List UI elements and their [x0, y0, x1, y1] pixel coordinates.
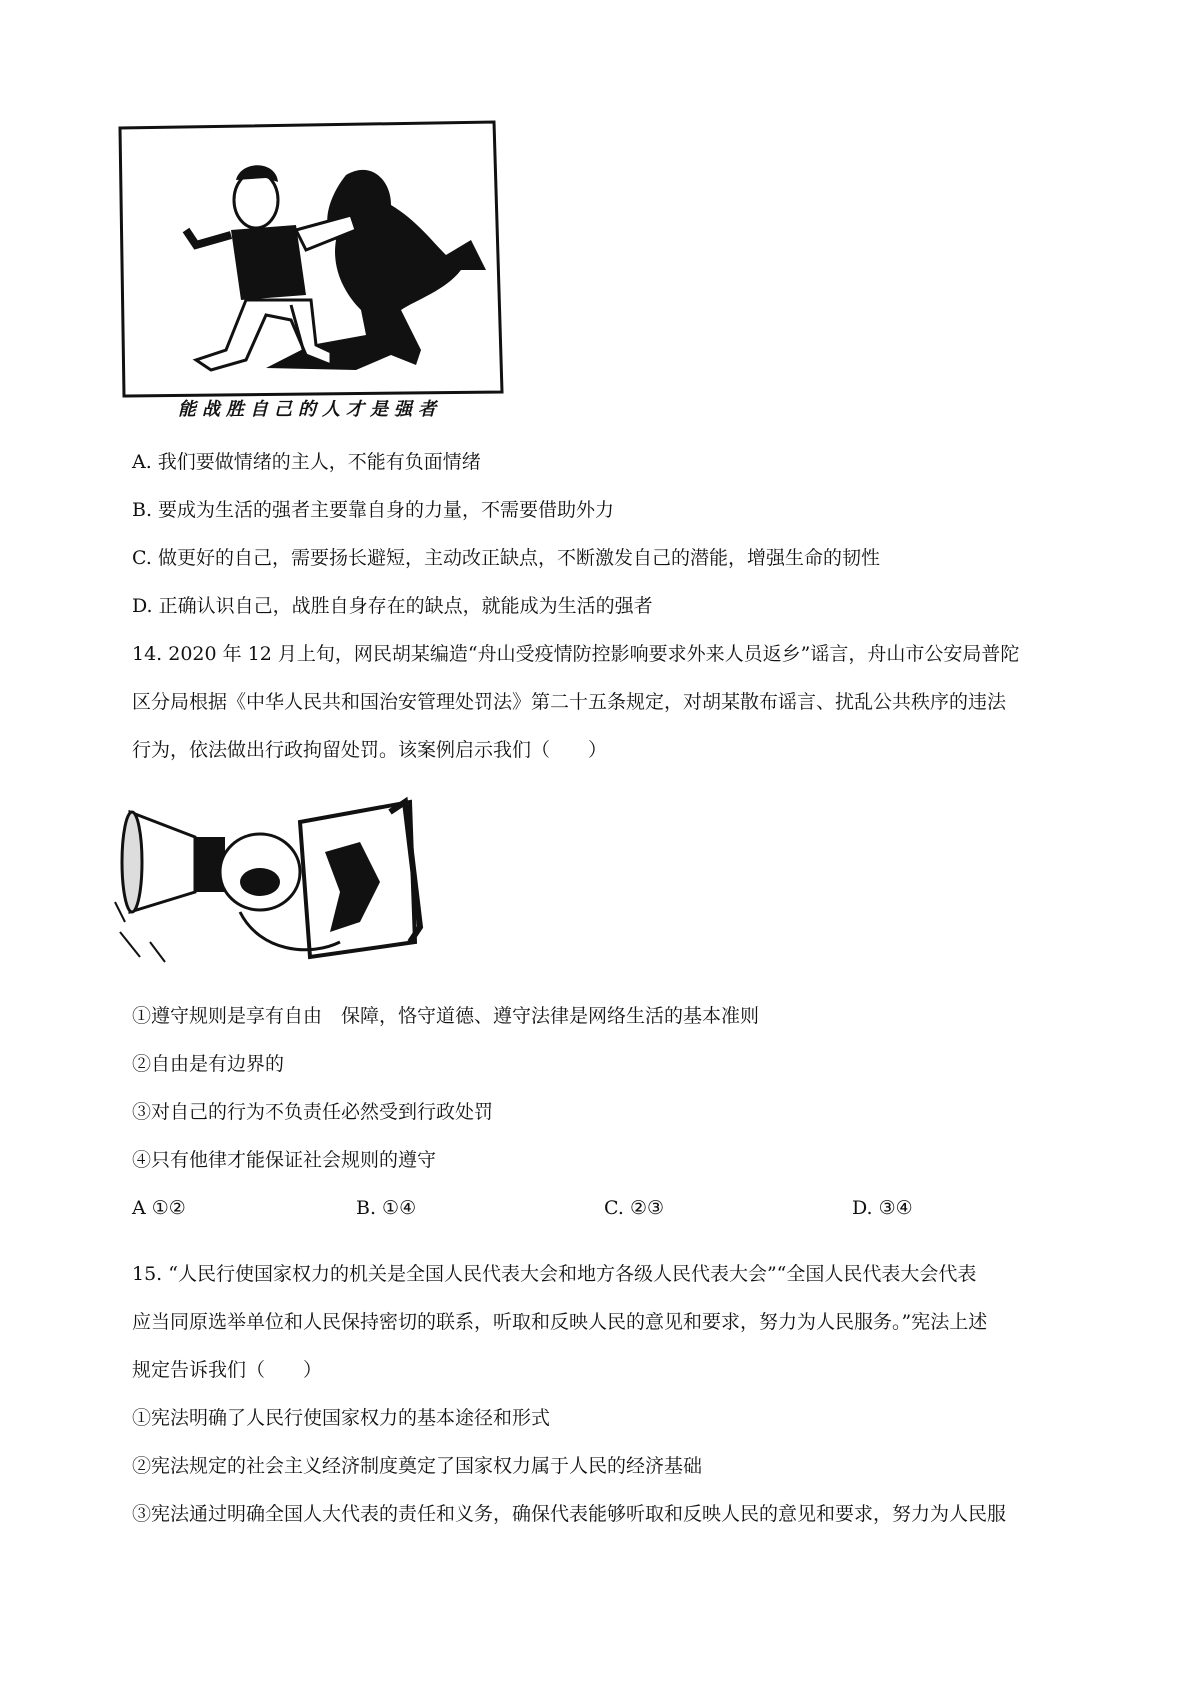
- q15-statement-1: ①宪法明确了人民行使国家权力的基本途径和形式: [132, 1407, 551, 1429]
- q15-stem-line-3: 规定告诉我们（ ）: [132, 1359, 323, 1381]
- q14-choice-d: D. ③④: [852, 1197, 913, 1219]
- q14-choice-c: C. ②③: [604, 1197, 665, 1219]
- q14-stem-line-2: 区分局根据《中华人民共和国治安管理处罚法》第二十五条规定，对胡某散布谣言、扰乱公共秩序的违法: [132, 691, 1007, 713]
- q14-choice-a: A ①②: [132, 1197, 186, 1219]
- q14-choice-b: B. ①④: [356, 1197, 417, 1219]
- cartoon-rumor-megaphone: [110, 782, 440, 972]
- q14-statement-1: ①遵守规则是享有自由 保障，恪守道德、遵守法律是网络生活的基本准则: [132, 1005, 760, 1027]
- q15-stem-line-1: 15. “人民行使国家权力的机关是全国人民代表大会和地方各级人民代表大会”“全国人民代表大会代表: [132, 1263, 977, 1285]
- q13-option-a: A. 我们要做情绪的主人，不能有负面情绪: [132, 451, 481, 473]
- q15-stem-line-2: 应当同原选举单位和人民保持密切的联系，听取和反映人民的意见和要求，努力为人民服务。”宪法上述: [132, 1311, 988, 1333]
- q13-option-c: C. 做更好的自己，需要扬长避短，主动改正缺点，不断激发自己的潜能，增强生命的韧性: [132, 547, 880, 569]
- cartoon-fighting-shadow: [116, 120, 506, 420]
- q14-stem-line-3: 行为，依法做出行政拘留处罚。该案例启示我们（ ）: [132, 739, 608, 761]
- q13-option-d: D. 正确认识自己，战胜自身存在的缺点，就能成为生活的强者: [132, 595, 653, 617]
- cartoon-caption: 能战胜自己的人才是强者: [178, 399, 442, 420]
- q14-statement-4: ④只有他律才能保证社会规则的遵守: [132, 1149, 437, 1171]
- q14-stem-line-1: 14. 2020 年 12 月上旬，网民胡某编造“舟山受疫情防控影响要求外来人员返乡”谣言，舟山市公安局普陀: [132, 643, 1020, 665]
- q13-option-b: B. 要成为生活的强者主要靠自身的力量，不需要借助外力: [132, 499, 615, 521]
- q14-statement-2: ②自由是有边界的: [132, 1053, 285, 1075]
- q15-statement-3: ③宪法通过明确全国人大代表的责任和义务，确保代表能够听取和反映人民的意见和要求，努力为人民服: [132, 1503, 1007, 1525]
- q15-statement-2: ②宪法规定的社会主义经济制度奠定了国家权力属于人民的经济基础: [132, 1455, 703, 1477]
- q14-statement-3: ③对自己的行为不负责任必然受到行政处罚: [132, 1101, 494, 1123]
